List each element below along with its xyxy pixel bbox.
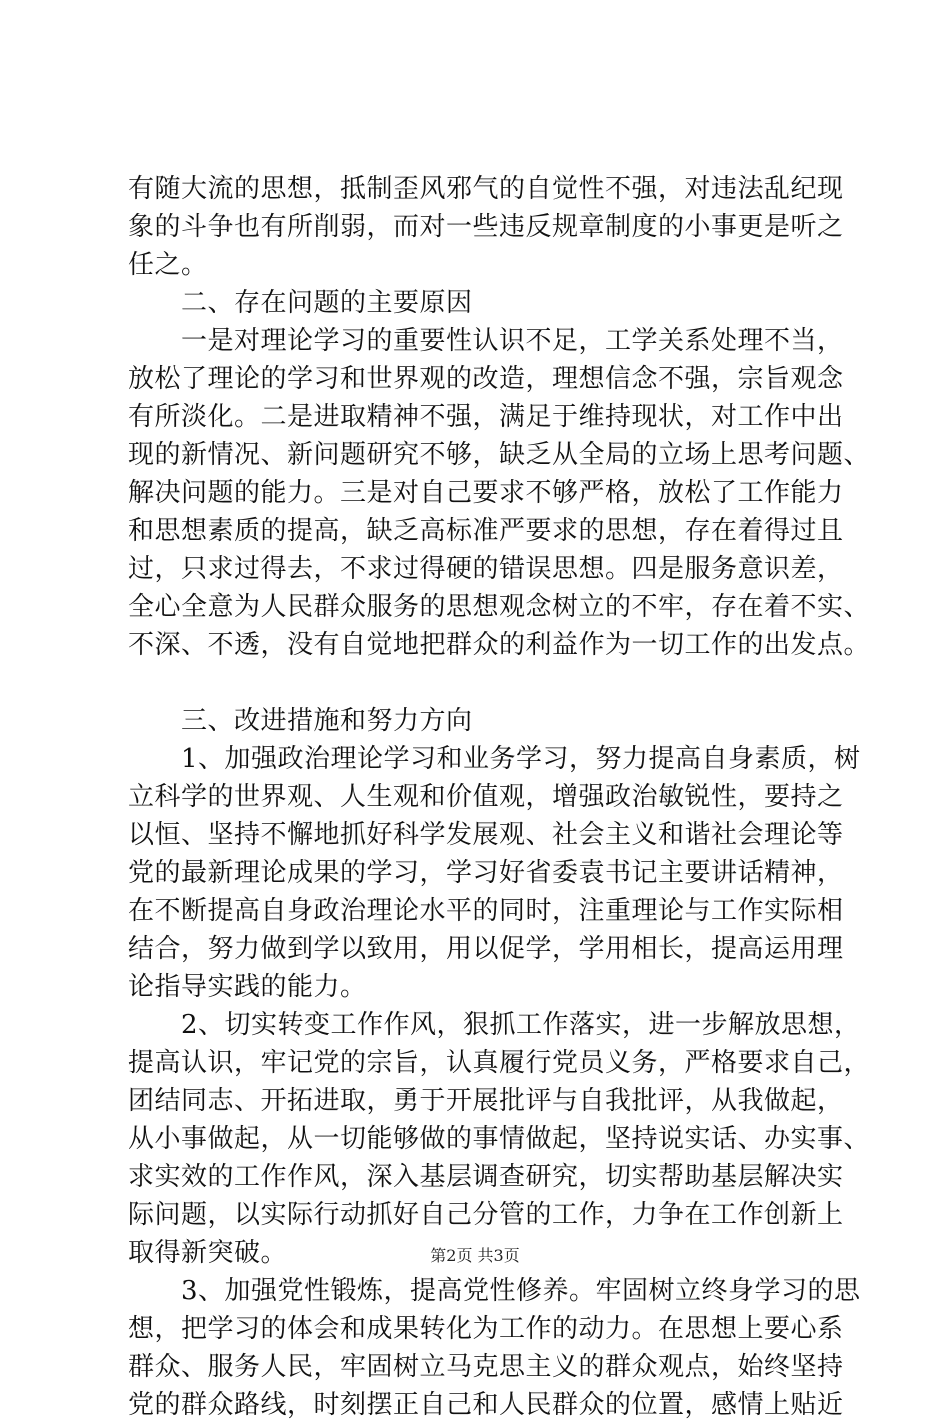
- text-line: 1、加强政治理论学习和业务学习，努力提高自身素质，树: [128, 744, 861, 774]
- blank-line: [128, 664, 828, 702]
- text-line: 2、切实转变工作作风，狠抓工作落实，进一步解放思想，: [128, 1010, 861, 1040]
- section-heading: 二、存在问题的主要原因: [128, 288, 473, 318]
- text-line: 团结同志、开拓进取，勇于开展批评与自我批评，从我做起，: [128, 1086, 844, 1116]
- text-line: 任之。: [128, 250, 208, 280]
- text-line: 和思想素质的提高，缺乏高标准严要求的思想，存在着得过且: [128, 516, 844, 546]
- text-line: 结合，努力做到学以致用，用以促学，学用相长，提高运用理: [128, 934, 844, 964]
- text-line: 取得新突破。: [128, 1238, 288, 1268]
- document-body: [128, 170, 871, 1424]
- text-line: 以恒、坚持不懈地抓好科学发展观、社会主义和谐社会理论等: [128, 820, 844, 850]
- text-line: 全心全意为人民群众服务的思想观念树立的不牢，存在着不实、: [128, 592, 871, 622]
- text-line: 现的新情况、新问题研究不够，缺乏从全局的立场上思考问题、: [128, 440, 871, 470]
- text-line: 一是对理论学习的重要性认识不足，工学关系处理不当，: [128, 326, 844, 356]
- text-line: 有所淡化。二是进取精神不强，满足于维持现状，对工作中出: [128, 402, 844, 432]
- text-line: 提高认识，牢记党的宗旨，认真履行党员义务，严格要求自己，: [128, 1048, 871, 1078]
- section-heading: 三、改进措施和努力方向: [128, 706, 473, 736]
- text-line: 党的最新理论成果的学习，学习好省委袁书记主要讲话精神，: [128, 858, 844, 888]
- text-line: 想，把学习的体会和成果转化为工作的动力。在思想上要心系: [128, 1314, 844, 1344]
- page-number-footer: 第2页 共3页: [430, 1246, 520, 1265]
- text-line: 求实效的工作作风，深入基层调查研究，切实帮助基层解决实: [128, 1162, 844, 1192]
- text-line: 群众、服务人民，牢固树立马克思主义的群众观点，始终坚持: [128, 1352, 844, 1382]
- text-line: 3、加强党性锻炼，提高党性修养。牢固树立终身学习的思: [128, 1276, 861, 1306]
- text-line: 论指导实践的能力。: [128, 972, 367, 1002]
- text-line: 在不断提高自身政治理论水平的同时，注重理论与工作实际相: [128, 896, 844, 926]
- text-line: 解决问题的能力。三是对自己要求不够严格，放松了工作能力: [128, 478, 844, 508]
- text-line: 不深、不透，没有自觉地把群众的利益作为一切工作的出发点。: [128, 630, 871, 660]
- text-line: 党的群众路线，时刻摆正自己和人民群众的位置，感情上贴近: [128, 1390, 844, 1420]
- text-line: 放松了理论的学习和世界观的改造，理想信念不强，宗旨观念: [128, 364, 844, 394]
- text-line: 有随大流的思想，抵制歪风邪气的自觉性不强，对违法乱纪现: [128, 174, 844, 204]
- text-line: 从小事做起，从一切能够做的事情做起，坚持说实话、办实事、: [128, 1124, 871, 1154]
- text-line: 际问题，以实际行动抓好自己分管的工作，力争在工作创新上: [128, 1200, 844, 1230]
- text-line: 象的斗争也有所削弱，而对一些违反规章制度的小事更是听之: [128, 212, 844, 242]
- text-line: 过，只求过得去，不求过得硬的错误思想。四是服务意识差，: [128, 554, 844, 584]
- text-line: 立科学的世界观、人生观和价值观，增强政治敏锐性，要持之: [128, 782, 844, 812]
